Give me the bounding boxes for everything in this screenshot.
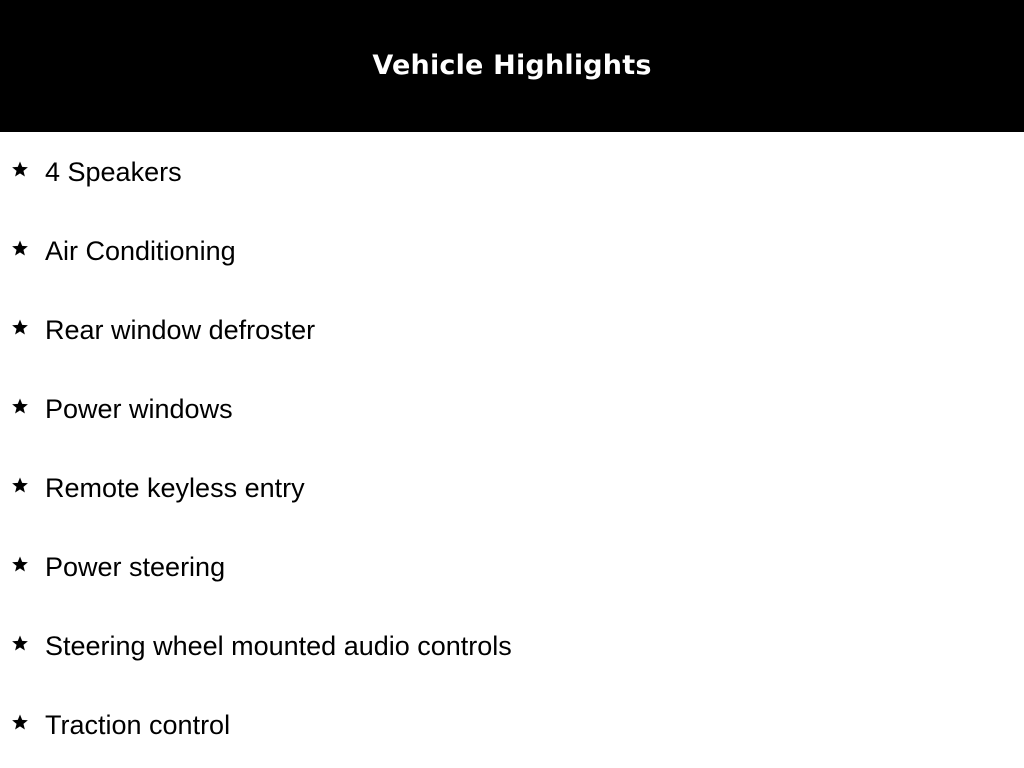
highlight-label: Traction control xyxy=(45,710,231,740)
star-icon xyxy=(11,397,29,415)
star-icon xyxy=(11,318,29,336)
highlight-label: Power windows xyxy=(45,394,233,424)
list-item xyxy=(0,606,1024,685)
star-icon xyxy=(11,555,29,573)
list-item xyxy=(0,448,1024,527)
list-item xyxy=(0,132,1024,211)
highlight-label: Air Conditioning xyxy=(45,236,236,266)
list-item xyxy=(0,527,1024,606)
list-item xyxy=(0,290,1024,369)
highlight-label: Remote keyless entry xyxy=(45,473,305,503)
highlight-label: Steering wheel mounted audio controls xyxy=(45,631,512,661)
page-title: Vehicle Highlights xyxy=(372,49,652,81)
star-icon xyxy=(11,634,29,652)
header-bar xyxy=(0,0,1024,132)
star-icon xyxy=(11,476,29,494)
highlight-label: Power steering xyxy=(45,552,226,582)
list-item xyxy=(0,685,1024,764)
highlights-list xyxy=(0,132,1024,764)
star-icon xyxy=(11,713,29,731)
star-icon xyxy=(11,160,29,178)
list-item xyxy=(0,369,1024,448)
list-item xyxy=(0,211,1024,290)
highlight-label: 4 Speakers xyxy=(45,157,182,187)
highlight-label: Rear window defroster xyxy=(45,315,316,345)
star-icon xyxy=(11,239,29,257)
